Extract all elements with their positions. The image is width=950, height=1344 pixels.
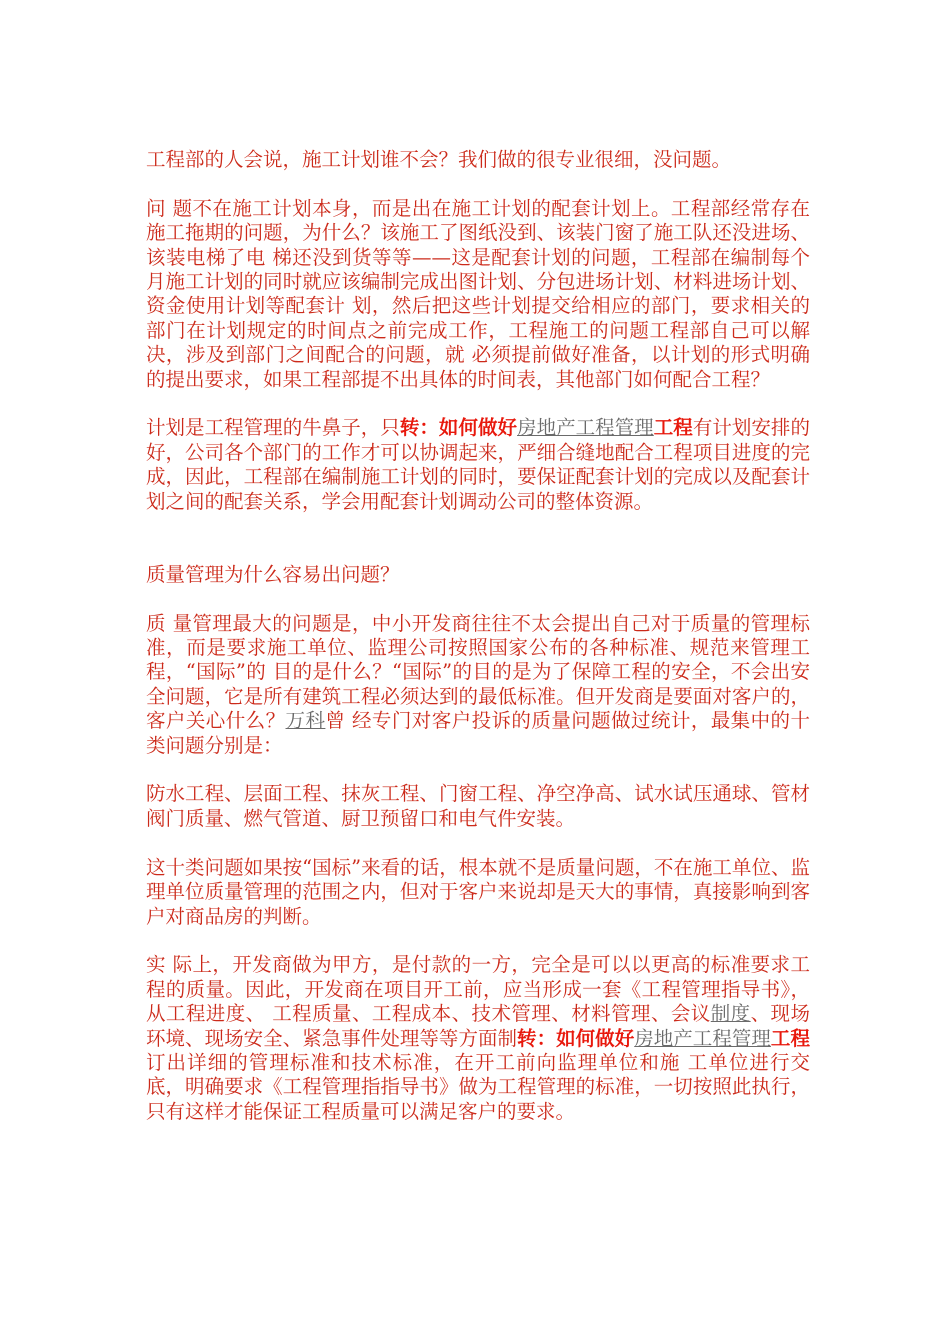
link-real-estate-engineering[interactable]: 房地产工程管理 bbox=[517, 416, 654, 440]
text-run: 计划是工程管理的牛鼻子，只 bbox=[146, 416, 400, 440]
spacer bbox=[146, 392, 810, 416]
spacer bbox=[146, 758, 810, 782]
spacer bbox=[146, 587, 810, 611]
paragraph-management-guide bbox=[146, 953, 810, 1124]
document-body bbox=[146, 148, 810, 1124]
text-run: 实 际上，开发商做为甲方，是付款的一方，完全是可以以更高的标准要求工程的质量。因此，开发商在项目开工前，应当形成一套《工程管理指导书》，从工程进度、 工程质量、工程成本、技术管理、材料管理、会议 bbox=[146, 953, 810, 1026]
spacer bbox=[146, 929, 810, 953]
repost-label: 转：如何做好 bbox=[399, 416, 518, 440]
paragraph-intro: 工程部的人会说，施工计划谁不会？我们做的很专业很细，没问题。 bbox=[146, 148, 732, 171]
paragraph-ten-issues: 防水工程、层面工程、抹灰工程、门窗工程、净空净高、试水试压通球、管材阀门质量、燃气管道、厨卫预留口和电气件安装。 bbox=[146, 782, 810, 830]
paragraph-quality-standards bbox=[146, 612, 810, 758]
spacer bbox=[146, 514, 810, 563]
link-vanke[interactable]: 万科 bbox=[285, 709, 326, 733]
text-run: 曾 经专门对客户投诉的质量问题做过统计，最集中的十类问题分别是： bbox=[146, 709, 810, 757]
text-run: 质 量管理最大的问题是，中小开发商往往不太会提出自己对于质量的管理标准，而是要求施工单位、监理公司按照国家公布的各种标准、规范来管理工程，“国际”的 目的是什么？“国际”的目的是为了保障工程的安全，不会出安全问题，它是所有建筑工程必须达到的最低标准。但开发商是要面对客户的，客户关心什么？ bbox=[146, 611, 810, 733]
text-run: 、现场环境、现场安全、紧急事件处理等等方面制 bbox=[146, 1002, 810, 1050]
paragraph-national-standard: 这十类问题如果按“国标”来看的话，根本就不是质量问题，不在施工单位、监理单位质量管理的范围之内，但对于客户来说却是天大的事情，真接影响到客户对商品房的判断。 bbox=[146, 855, 810, 928]
paragraph-plan-control bbox=[146, 416, 810, 514]
repost-label-suffix: 工程 bbox=[770, 1026, 810, 1050]
heading-quality-question: 质量管理为什么容易出问题？ bbox=[146, 562, 400, 586]
text-run: 有计划安排的好，公司各个部门的工作才可以协调起来，严细合缝地配合工程项目进度的完成，因此，工程部在编制施工计划的同时，要保证配套计划的完成以及配套计划之间的配套关系，学会用配套计划调动公司的整体资源。 bbox=[146, 416, 810, 513]
text-run: 订出详细的管理标准和技术标准，在开工前向监理单位和施 工单位进行交底，明确要求《工程管理指指导书》做为工程管理的标准，一切按照此执行，只有这样才能保证工程质量可以满足客户的要求。 bbox=[146, 1050, 810, 1123]
repost-label-suffix: 工程 bbox=[653, 416, 693, 440]
link-real-estate-engineering[interactable]: 房地产工程管理 bbox=[634, 1026, 771, 1050]
spacer bbox=[146, 831, 810, 855]
link-system[interactable]: 制度 bbox=[710, 1002, 751, 1026]
spacer bbox=[146, 172, 810, 196]
paragraph-supporting-plans: 问 题不在施工计划本身，而是出在施工计划的配套计划上。工程部经常存在施工拖期的问题，为什么？该施工了图纸没到、该装门窗了施工队还没进场、该装电梯了电 梯还没到货等等——这是配套计划的问题，工程部在编制每个月施工计划的同时就应该编制完成出图计划、分包进场计划、材料进场计划、资金使用计划等配套计 划，然后把这些计划提交给相应的部门，要求相关的部门在计划规定的时间点之前完成工作，工程施工的问题工程部自己可以解决，涉及到部门之间配合的问题，就 必须提前做好准备，以计划的形式明确的提出要求，如果工程部提不出具体的时间表，其他部门如何配合工程？ bbox=[146, 196, 810, 391]
repost-label: 转：如何做好 bbox=[517, 1026, 635, 1050]
